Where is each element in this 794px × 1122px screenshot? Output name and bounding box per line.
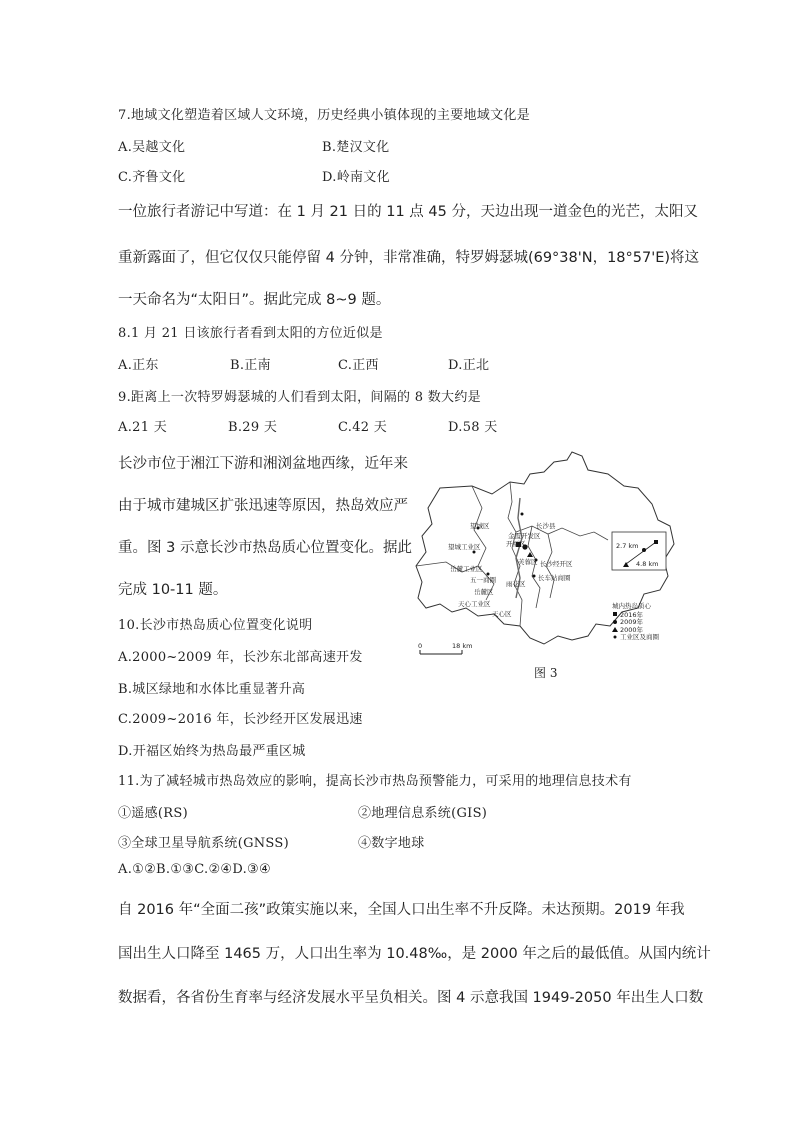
legend-industrial: 工业区及商圈 <box>620 633 659 641</box>
q11-item-1: ①遥感(RS) <box>118 806 188 821</box>
q7-option-b: B.楚汉文化 <box>322 140 390 155</box>
legend-title: 城内热岛质心 <box>612 602 651 610</box>
inset-distance-1: 2.7 km <box>616 542 639 550</box>
inset-distance-2: 4.8 km <box>636 560 659 568</box>
q10-option-c: C.2009~2016 年，长沙经开区发展迅速 <box>118 712 363 727</box>
legend-industrial-symbol <box>614 636 617 639</box>
q8-stem: 8.1 月 21 日该旅行者看到太阳的方位近似是 <box>118 326 383 341</box>
q9-option-c: C.42 天 <box>338 420 388 435</box>
industrial-dot-5 <box>533 575 536 578</box>
legend-2000-symbol <box>612 627 618 632</box>
label-wangcheng: 望城区 <box>470 522 490 530</box>
legend-2016-symbol <box>613 612 617 616</box>
q10-option-b: B.城区绿地和水体比重显著升高 <box>118 682 306 697</box>
passage1-line-3: 一天命名为“太阳日”。据此完成 8~9 题。 <box>118 292 391 308</box>
q9-option-a: A.21 天 <box>118 420 167 435</box>
q8-option-d: D.正北 <box>448 358 490 373</box>
q9-stem: 9.距离上一次特罗姆瑟城的人们看到太阳，间隔的 8 数大约是 <box>118 390 481 405</box>
q8-option-b: B.正南 <box>230 358 271 373</box>
q11-item-4: ④数字地球 <box>358 836 425 851</box>
q10-option-d: D.开福区始终为热岛最严重区城 <box>118 744 306 759</box>
label-railway-park: 长车站商圈 <box>538 574 571 582</box>
passage1-line-1: 一位旅行者游记中写道：在 1 月 21 日的 11 点 45 分，天边出现一道金色的光芒，太阳又 <box>118 204 698 220</box>
label-tianxin-industrial: 天心工业区 <box>458 600 491 608</box>
q7-stem: 7.地域文化塑造着区域人文环境，历史经典小镇体现的主要地域文化是 <box>118 108 531 123</box>
legend-2009: 2009年 <box>620 618 644 626</box>
passage1-line-2: 重新露面了，但它仅仅只能停留 4 分钟，非常准确，特罗姆瑟城(69°38'N，18°57'E)将这 <box>118 250 700 266</box>
passage2-line-4: 完成 10-11 题。 <box>118 582 228 598</box>
label-changsha-county: 长沙县 <box>536 522 556 530</box>
label-changsha-econ: 长沙经开区 <box>540 560 573 568</box>
industrial-dot-3 <box>521 513 524 516</box>
label-five-one: 五一商圈 <box>470 576 496 584</box>
q9-option-d: D.58 天 <box>448 420 498 435</box>
q11-item-3: ③全球卫星导航系统(GNSS) <box>118 836 289 851</box>
changsha-map <box>412 448 682 688</box>
figure3-caption: 图 3 <box>534 666 558 680</box>
q8-option-a: A.正东 <box>118 358 159 373</box>
label-kaifu: 开福区 <box>506 540 526 548</box>
q9-option-b: B.29 天 <box>228 420 278 435</box>
inset-2016-marker <box>654 540 658 544</box>
scale-start: 0 <box>418 642 423 650</box>
passage2-line-3: 重。图 3 示意长沙市热岛质心位置变化。据此 <box>118 540 412 556</box>
q8-option-c: C.正西 <box>338 358 379 373</box>
q10-stem: 10.长沙市热岛质心位置变化说明 <box>118 618 313 633</box>
label-yuelu-industrial: 岳麓工业区 <box>450 565 483 573</box>
scale-end: 18 km <box>452 642 473 650</box>
passage3-line-3: 数据看，各省份生育率与经济发展水平呈负相关。图 4 示意我国 1949-2050 年出生人口数 <box>118 990 704 1006</box>
q11-stem: 11.为了减轻城市热岛效应的影响，提高长沙市热岛预警能力，可采用的地理信息技术有 <box>118 774 632 789</box>
legend-2009-symbol <box>613 620 617 624</box>
label-jinxia: 金霞开发区 <box>508 532 541 540</box>
passage2-line-1: 长沙市位于湘江下游和湘浏盆地西缘，近年来 <box>118 456 408 472</box>
legend-2000: 2000年 <box>620 626 644 634</box>
label-yuhua: 雨花区 <box>506 580 526 588</box>
legend-2016: 2016年 <box>620 611 644 619</box>
passage3-line-1: 自 2016 年“全面二孩”政策实施以来，全国人口出生率不升反降。未达预期。2019 年我 <box>118 902 685 918</box>
label-yuelu: 岳麓区 <box>474 588 494 596</box>
q7-option-a: A.吴越文化 <box>118 140 186 155</box>
label-tianxin: 天心区 <box>492 610 512 618</box>
q11-item-2: ②地理信息系统(GIS) <box>358 806 488 821</box>
q11-answers: A.①②B.①③C.②④D.③④ <box>118 862 271 877</box>
q10-option-a: A.2000~2009 年，长沙东北部高速开发 <box>118 650 363 665</box>
inset-2009-marker <box>642 548 646 552</box>
q7-option-c: C.齐鲁文化 <box>118 170 186 185</box>
label-furong: 芙蓉区 <box>518 558 538 566</box>
figure3-map <box>412 448 682 688</box>
passage3-line-2: 国出生人口降至 1465 万，人口出生率为 10.48‰，是 2000 年之后的最低值。从国内统计 <box>118 946 711 962</box>
q7-option-d: D.岭南文化 <box>322 170 390 185</box>
passage2-line-2: 由于城市建城区扩张迅速等原因，热岛效应严 <box>118 498 408 514</box>
label-wangcheng-industrial: 望城工业区 <box>448 543 481 551</box>
